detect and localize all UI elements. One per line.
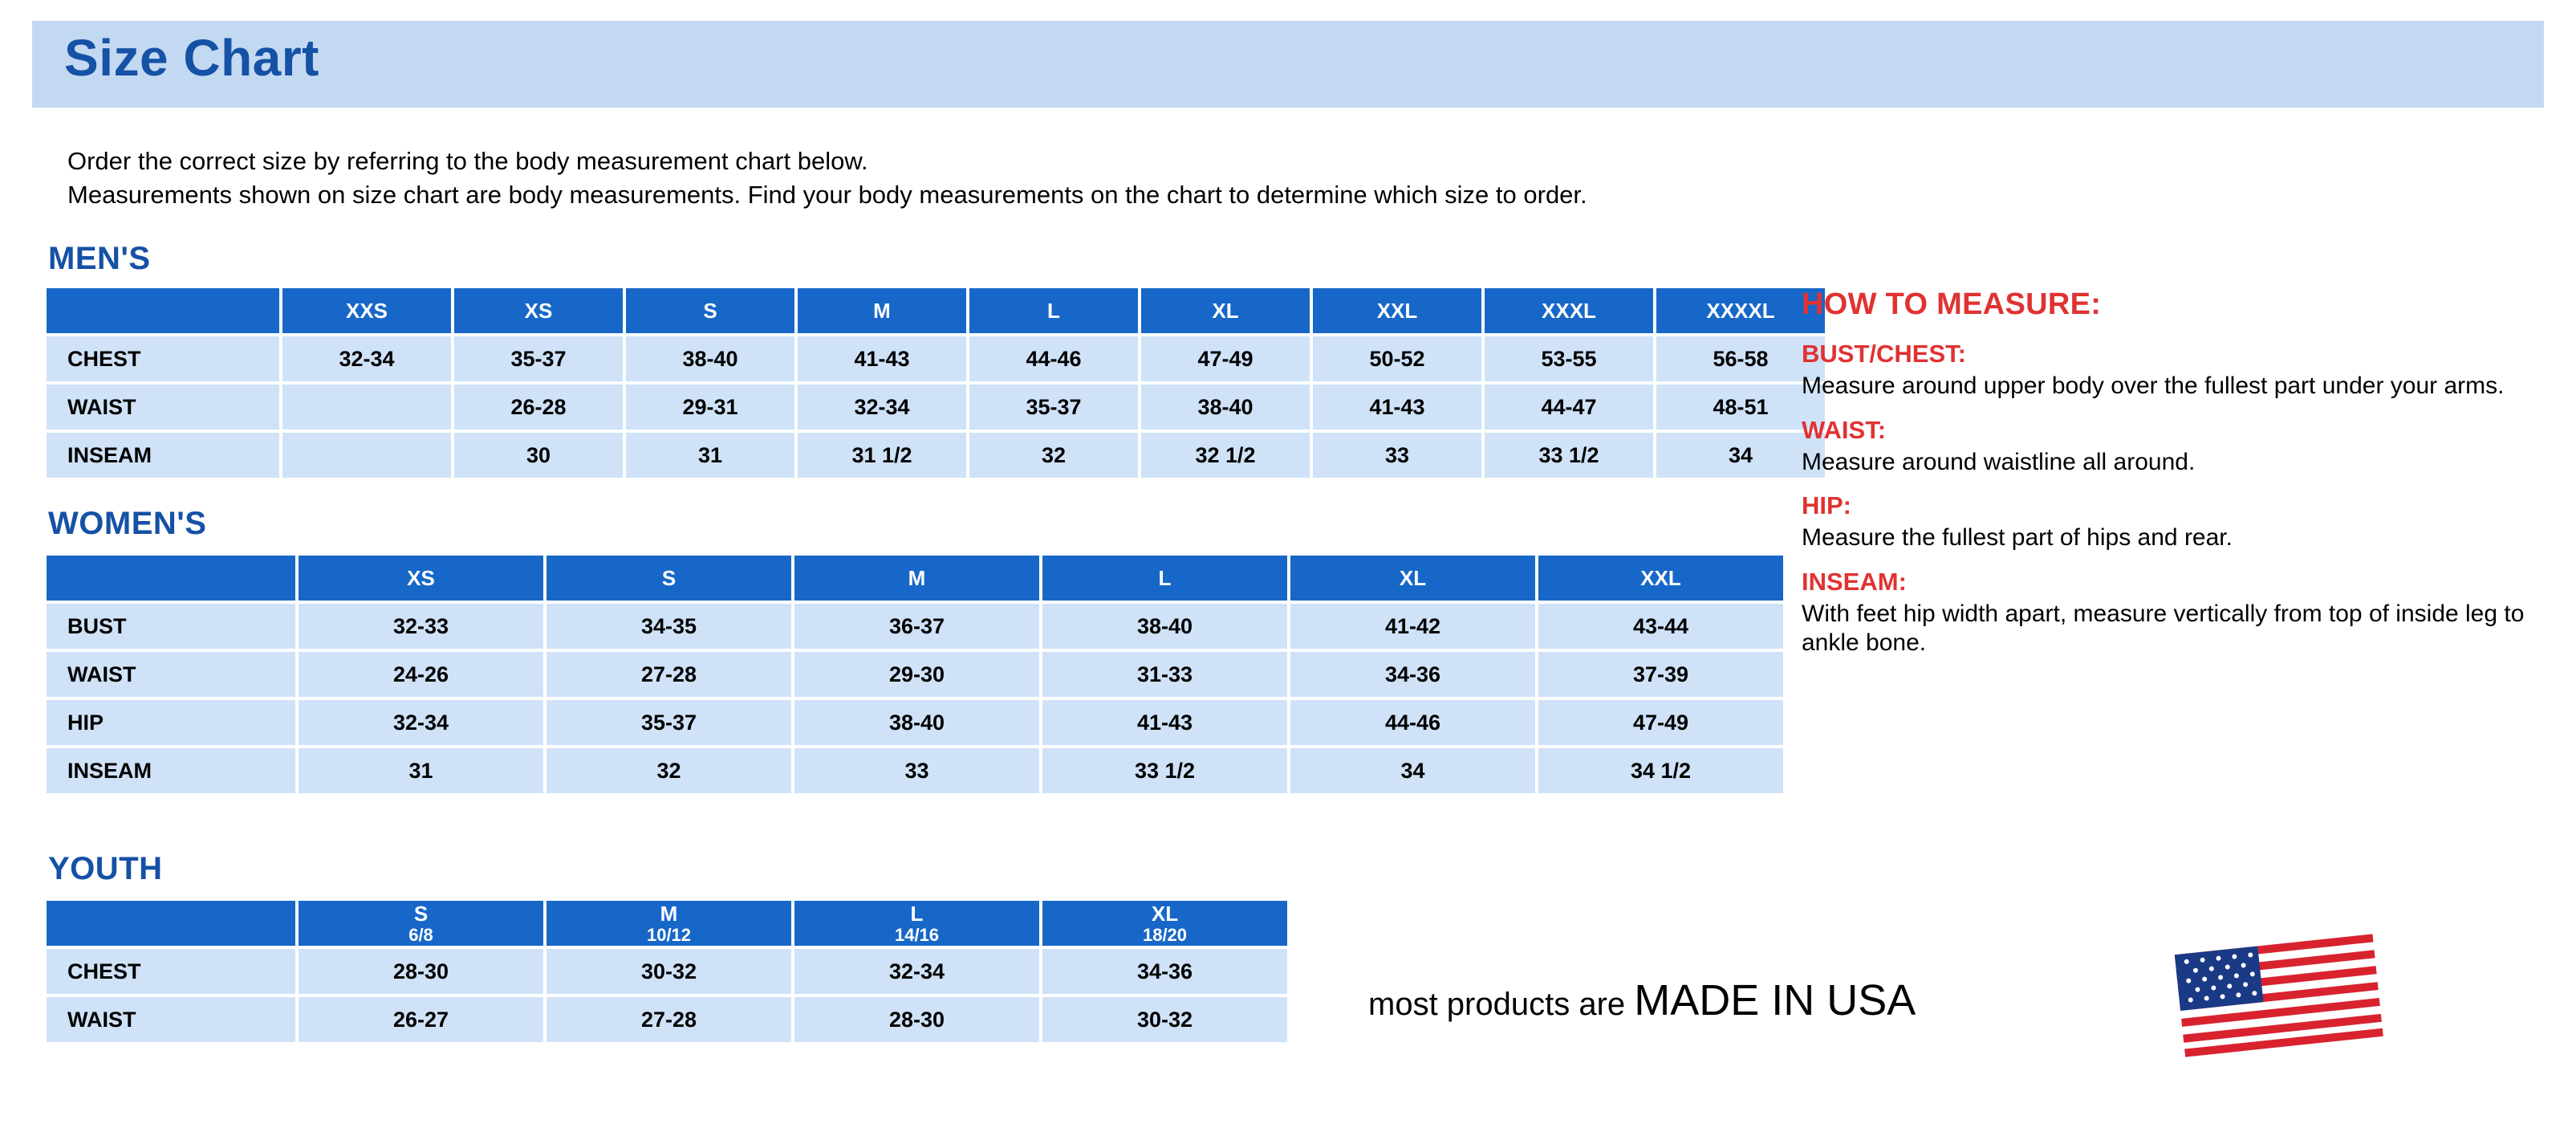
table-header-row bbox=[47, 556, 1783, 601]
mens-cell: 33 bbox=[1313, 433, 1481, 478]
mens-col-header: XXS bbox=[282, 288, 451, 333]
womens-cell: 43-44 bbox=[1538, 604, 1783, 649]
mens-cell: 30 bbox=[454, 433, 623, 478]
womens-cell: 36-37 bbox=[794, 604, 1039, 649]
womens-col-header: S bbox=[546, 556, 791, 601]
womens-row-label: INSEAM bbox=[47, 748, 295, 793]
womens-col-header bbox=[47, 556, 295, 601]
table-row bbox=[47, 700, 1783, 745]
how-to-measure-title: HOW TO MEASURE: bbox=[1802, 287, 2102, 321]
mens-cell: 53-55 bbox=[1485, 336, 1653, 381]
section-label-youth: YOUTH bbox=[48, 851, 163, 886]
youth-row-label: CHEST bbox=[47, 949, 295, 994]
made-in-usa-emphasis: MADE IN USA bbox=[1634, 976, 1916, 1024]
mens-col-header: XXXXL bbox=[1656, 288, 1825, 333]
how-to-measure-description: Measure around upper body over the fullest part under your arms. bbox=[1802, 373, 2505, 399]
youth-size-table bbox=[43, 898, 1290, 1045]
youth-col-header: S 6/8 bbox=[299, 901, 543, 946]
youth-cell: 32-34 bbox=[794, 949, 1039, 994]
how-to-measure-term: HIP: bbox=[1802, 491, 1851, 520]
mens-size-table bbox=[43, 285, 1828, 481]
mens-col-header: S bbox=[626, 288, 794, 333]
youth-row-label: WAIST bbox=[47, 997, 295, 1042]
mens-cell: 38-40 bbox=[626, 336, 794, 381]
womens-cell: 47-49 bbox=[1538, 700, 1783, 745]
womens-cell: 32-34 bbox=[299, 700, 543, 745]
how-to-measure-term: BUST/CHEST: bbox=[1802, 340, 1966, 368]
mens-cell: 47-49 bbox=[1141, 336, 1310, 381]
table-row bbox=[47, 997, 1287, 1042]
youth-cell: 27-28 bbox=[546, 997, 791, 1042]
youth-cell: 30-32 bbox=[1042, 997, 1287, 1042]
table-row bbox=[47, 385, 1825, 430]
womens-cell: 44-46 bbox=[1290, 700, 1535, 745]
mens-cell: 35-37 bbox=[454, 336, 623, 381]
mens-col-header: XXL bbox=[1313, 288, 1481, 333]
womens-cell: 27-28 bbox=[546, 652, 791, 697]
header-band bbox=[32, 21, 2544, 108]
how-to-measure-description: Measure around waistline all around. bbox=[1802, 448, 2196, 475]
womens-cell: 31 bbox=[299, 748, 543, 793]
table-row bbox=[47, 336, 1825, 381]
made-in-usa-prefix: most products are bbox=[1368, 987, 1635, 1022]
mens-cell: 34 bbox=[1656, 433, 1825, 478]
table-header-row bbox=[47, 901, 1287, 946]
made-in-usa-text bbox=[1368, 975, 1916, 1025]
womens-cell: 34 1/2 bbox=[1538, 748, 1783, 793]
table-row bbox=[47, 949, 1287, 994]
womens-size-table bbox=[43, 552, 1786, 796]
how-to-measure-term: INSEAM: bbox=[1802, 567, 1907, 596]
mens-cell: 44-46 bbox=[969, 336, 1138, 381]
youth-cell: 30-32 bbox=[546, 949, 791, 994]
mens-cell: 48-51 bbox=[1656, 385, 1825, 430]
section-label-mens: MEN'S bbox=[48, 241, 151, 276]
womens-cell: 38-40 bbox=[1042, 604, 1287, 649]
womens-col-header: M bbox=[794, 556, 1039, 601]
womens-row-label: HIP bbox=[47, 700, 295, 745]
youth-col-header: XL 18/20 bbox=[1042, 901, 1287, 946]
youth-cell: 26-27 bbox=[299, 997, 543, 1042]
how-to-measure-description: Measure the fullest part of hips and rear. bbox=[1802, 524, 2233, 552]
womens-cell: 41-43 bbox=[1042, 700, 1287, 745]
womens-row-label: BUST bbox=[47, 604, 295, 649]
womens-cell: 34 bbox=[1290, 748, 1535, 793]
mens-cell: 38-40 bbox=[1141, 385, 1310, 430]
womens-col-header: XL bbox=[1290, 556, 1535, 601]
mens-cell: 41-43 bbox=[798, 336, 966, 381]
womens-cell: 32 bbox=[546, 748, 791, 793]
mens-cell: 32 bbox=[969, 433, 1138, 478]
table-row bbox=[47, 748, 1783, 793]
womens-cell: 41-42 bbox=[1290, 604, 1535, 649]
womens-cell: 34-35 bbox=[546, 604, 791, 649]
youth-col-header: M 10/12 bbox=[546, 901, 791, 946]
womens-cell: 37-39 bbox=[1538, 652, 1783, 697]
womens-cell: 35-37 bbox=[546, 700, 791, 745]
youth-cell: 28-30 bbox=[794, 997, 1039, 1042]
womens-cell: 32-33 bbox=[299, 604, 543, 649]
section-label-womens: WOMEN'S bbox=[48, 506, 207, 541]
womens-cell: 33 1/2 bbox=[1042, 748, 1287, 793]
youth-col-header bbox=[47, 901, 295, 946]
mens-cell: 32-34 bbox=[798, 385, 966, 430]
mens-col-header: M bbox=[798, 288, 966, 333]
intro-line-2: Measurements shown on size chart are body measurements. Find your body measurements on the chart to determine which size to order. bbox=[67, 180, 1587, 209]
womens-row-label: WAIST bbox=[47, 652, 295, 697]
womens-cell: 31-33 bbox=[1042, 652, 1287, 697]
mens-col-header: XS bbox=[454, 288, 623, 333]
womens-cell: 33 bbox=[794, 748, 1039, 793]
how-to-measure-description: With feet hip width apart, measure vertically from top of inside leg to ankle bone. bbox=[1802, 600, 2525, 657]
womens-col-header: L bbox=[1042, 556, 1287, 601]
womens-col-header: XXL bbox=[1538, 556, 1783, 601]
mens-cell: 32 1/2 bbox=[1141, 433, 1310, 478]
mens-cell: 50-52 bbox=[1313, 336, 1481, 381]
mens-row-label: WAIST bbox=[47, 385, 279, 430]
womens-cell: 38-40 bbox=[794, 700, 1039, 745]
mens-cell: 33 1/2 bbox=[1485, 433, 1653, 478]
mens-cell bbox=[282, 385, 451, 430]
mens-cell: 31 bbox=[626, 433, 794, 478]
mens-col-header: L bbox=[969, 288, 1138, 333]
how-to-measure-term: WAIST: bbox=[1802, 415, 1887, 444]
table-row bbox=[47, 433, 1825, 478]
table-row bbox=[47, 604, 1783, 649]
youth-col-header: L 14/16 bbox=[794, 901, 1039, 946]
mens-cell: 32-34 bbox=[282, 336, 451, 381]
womens-col-header: XS bbox=[299, 556, 543, 601]
mens-cell bbox=[282, 433, 451, 478]
youth-cell: 34-36 bbox=[1042, 949, 1287, 994]
page-title: Size Chart bbox=[64, 29, 319, 87]
intro-line-1: Order the correct size by referring to the body measurement chart below. bbox=[67, 147, 868, 175]
mens-col-header: XXXL bbox=[1485, 288, 1653, 333]
mens-cell: 41-43 bbox=[1313, 385, 1481, 430]
youth-cell: 28-30 bbox=[299, 949, 543, 994]
usa-flag-icon bbox=[2175, 933, 2383, 1061]
intro-paragraph bbox=[67, 145, 2531, 212]
table-header-row bbox=[47, 288, 1825, 333]
mens-cell: 35-37 bbox=[969, 385, 1138, 430]
womens-cell: 29-30 bbox=[794, 652, 1039, 697]
how-to-measure-panel bbox=[1802, 287, 2548, 658]
mens-cell: 29-31 bbox=[626, 385, 794, 430]
mens-row-label: CHEST bbox=[47, 336, 279, 381]
mens-col-header bbox=[47, 288, 279, 333]
mens-cell: 56-58 bbox=[1656, 336, 1825, 381]
mens-col-header: XL bbox=[1141, 288, 1310, 333]
table-row bbox=[47, 652, 1783, 697]
womens-cell: 34-36 bbox=[1290, 652, 1535, 697]
mens-cell: 26-28 bbox=[454, 385, 623, 430]
womens-cell: 24-26 bbox=[299, 652, 543, 697]
mens-cell: 31 1/2 bbox=[798, 433, 966, 478]
mens-row-label: INSEAM bbox=[47, 433, 279, 478]
mens-cell: 44-47 bbox=[1485, 385, 1653, 430]
